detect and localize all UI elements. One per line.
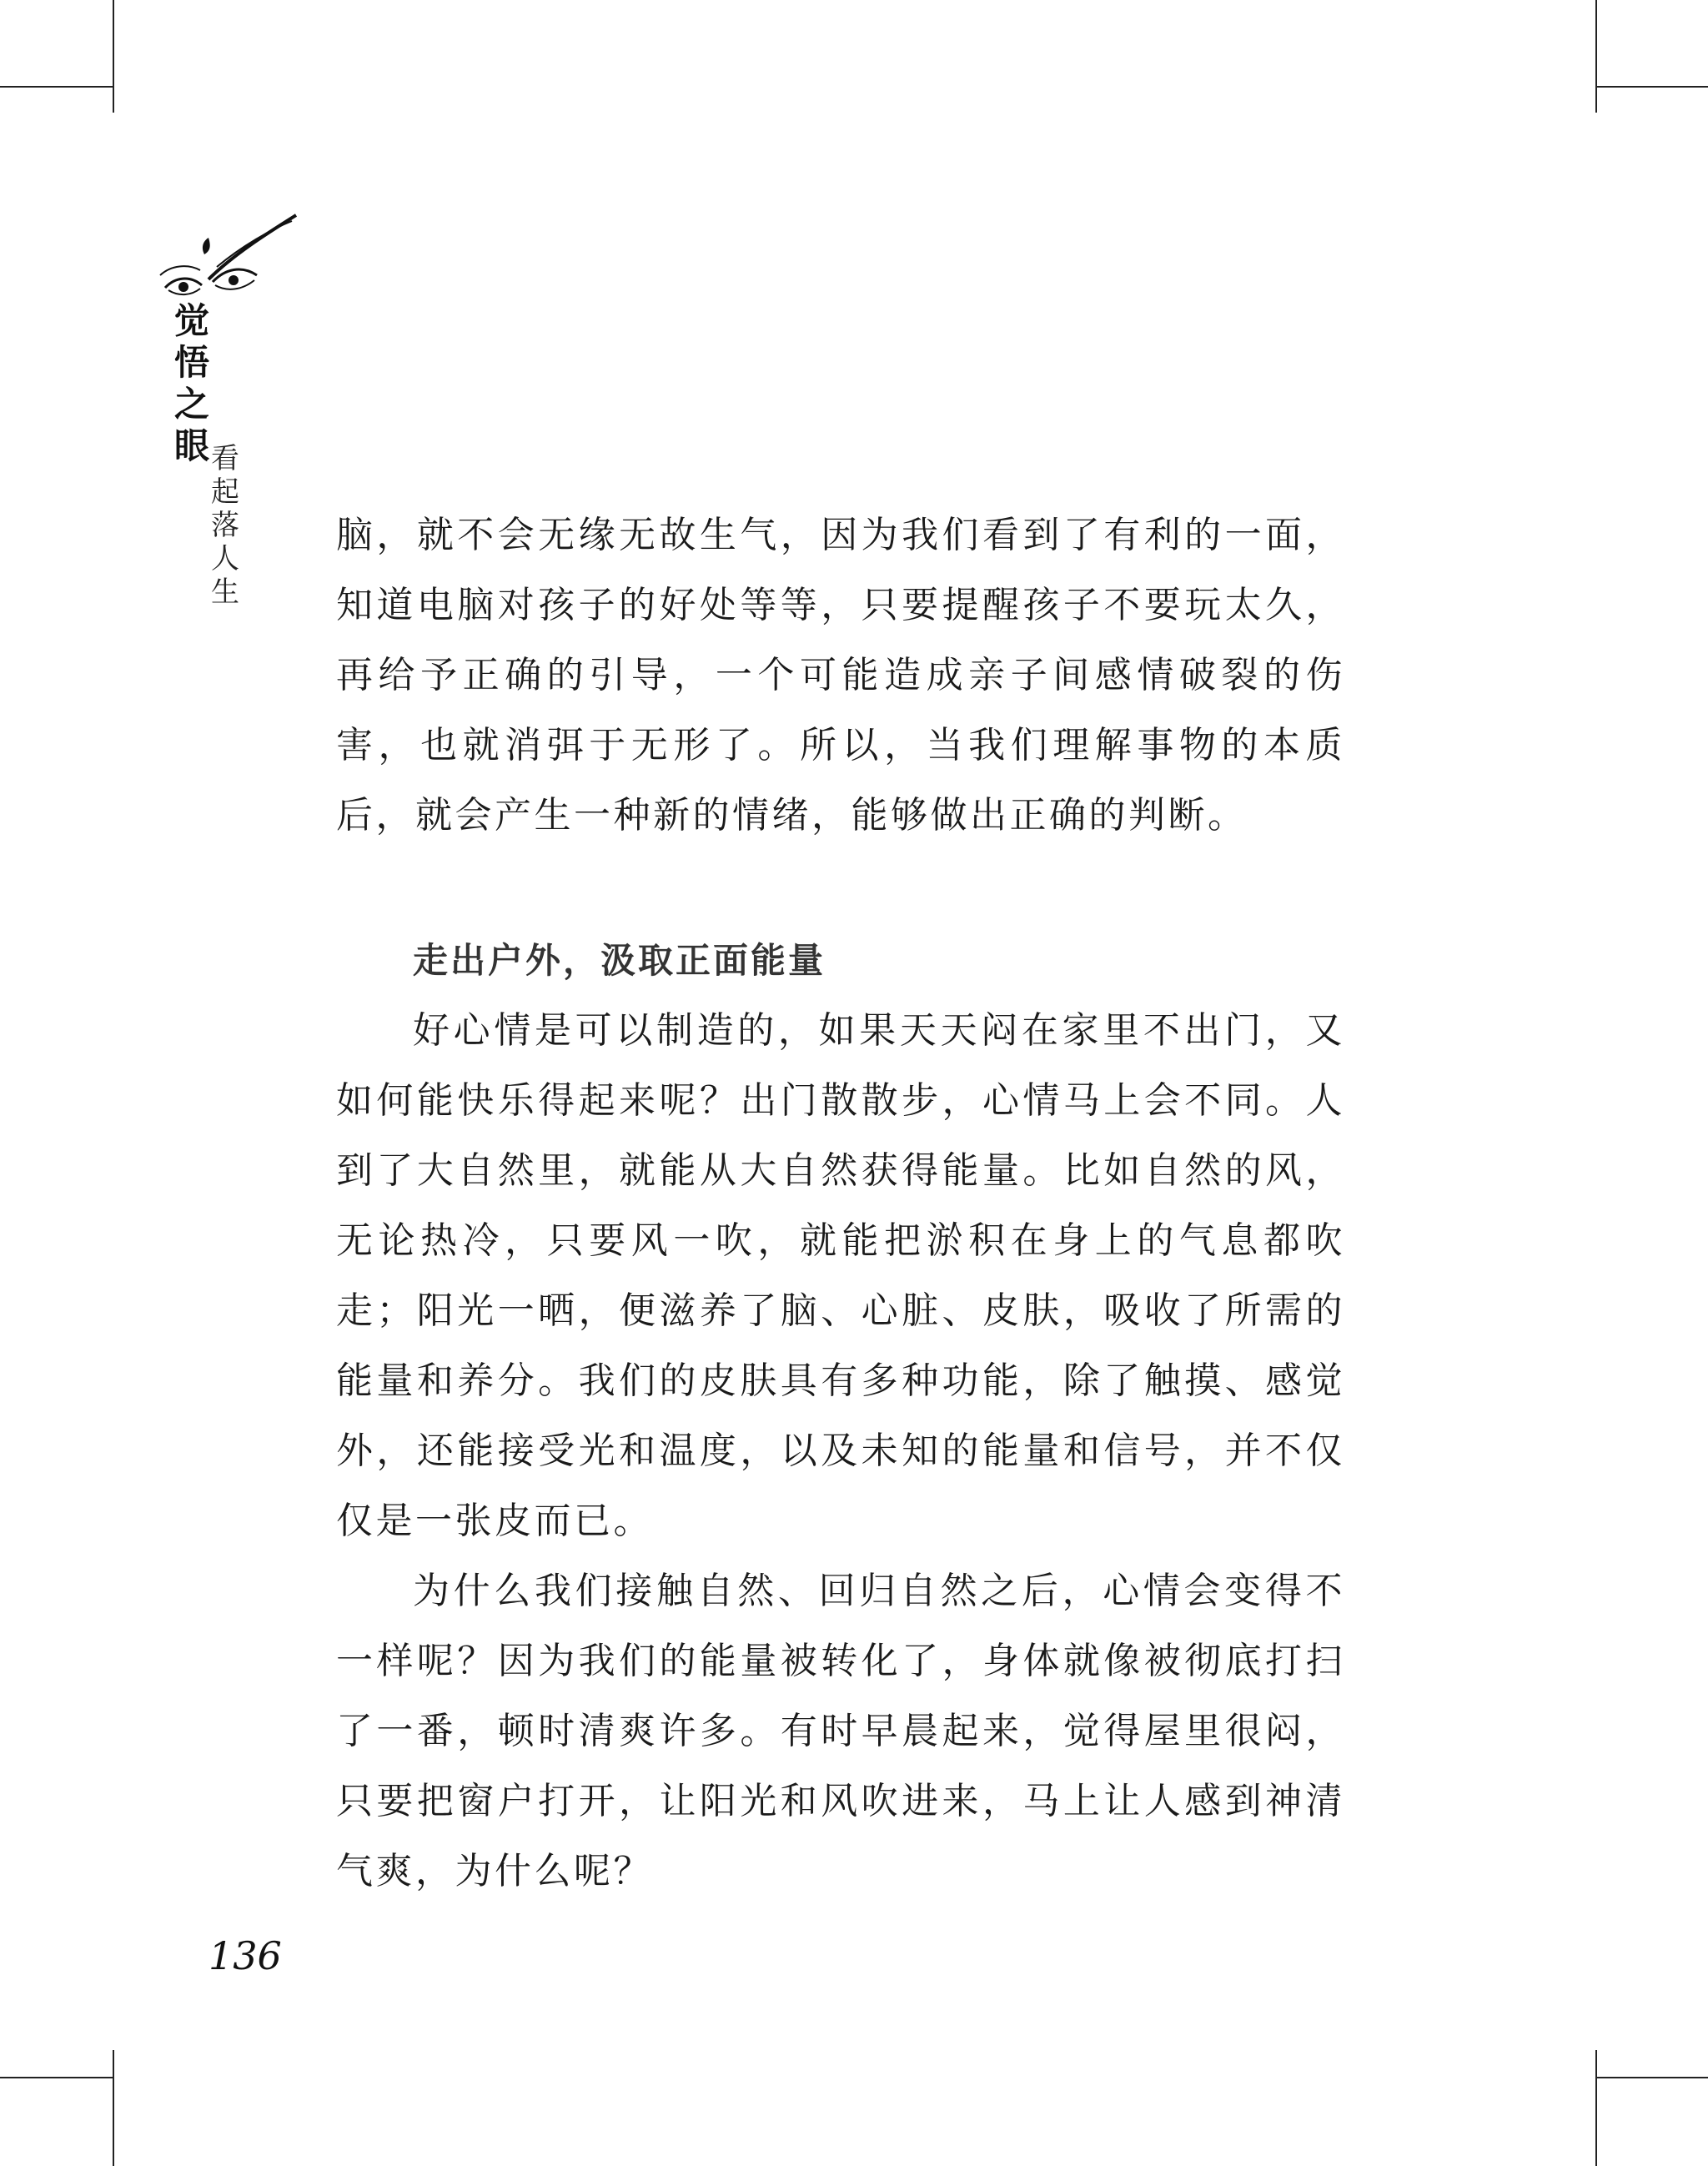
crop-mark [1595,2077,1708,2078]
paragraph: 脑，就不会无缘无故生气，因为我们看到了有利的一面，知道电脑对孩子的好处等等，只要提醒孩子不要玩太久，再给予正确的引导，一个可能造成亲子间感情破裂的伤害，也就消弭于无形了。所以，当我们理解事物的本质后，就会产生一种新的情绪，能够做出正确的判断。 [336,514,1345,837]
crop-mark [113,2050,114,2166]
body-text [336,500,1345,1907]
book-subtitle: 看起落人生 [211,442,239,609]
crop-mark [113,0,114,113]
book-title: 觉悟之眼 [173,300,209,466]
eyes-logo-icon [158,209,300,304]
crop-mark [0,86,113,88]
crop-mark [1595,86,1708,88]
crop-mark [1595,2050,1597,2166]
paragraph: 为什么我们接触自然、回归自然之后，心情会变得不一样呢？因为我们的能量被转化了，身体就像被彻底打扫了一番，顿时清爽许多。有时早晨起来，觉得屋里很闷，只要把窗户打开，让阳光和风吹进来，马上让人感到神清气爽，为什么呢？ [336,1570,1345,1892]
crop-mark [1595,0,1597,113]
page-number: 136 [208,1933,282,1978]
paragraph: 好心情是可以制造的，如果天天闷在家里不出门，又如何能快乐得起来呢？出门散散步，心情马上会不同。人到了大自然里，就能从大自然获得能量。比如自然的风，无论热冷，只要风一吹，就能把淤积在身上的气息都吹走；阳光一晒，便滋养了脑、心脏、皮肤，吸收了所需的能量和养分。我们的皮肤具有多种功能，除了触摸、感觉外，还能接受光和温度，以及未知的能量和信号，并不仅仅是一张皮而已。 [336,1009,1345,1542]
section-heading: 走出户外，汲取正面能量 [413,940,826,981]
crop-mark [0,2077,113,2078]
